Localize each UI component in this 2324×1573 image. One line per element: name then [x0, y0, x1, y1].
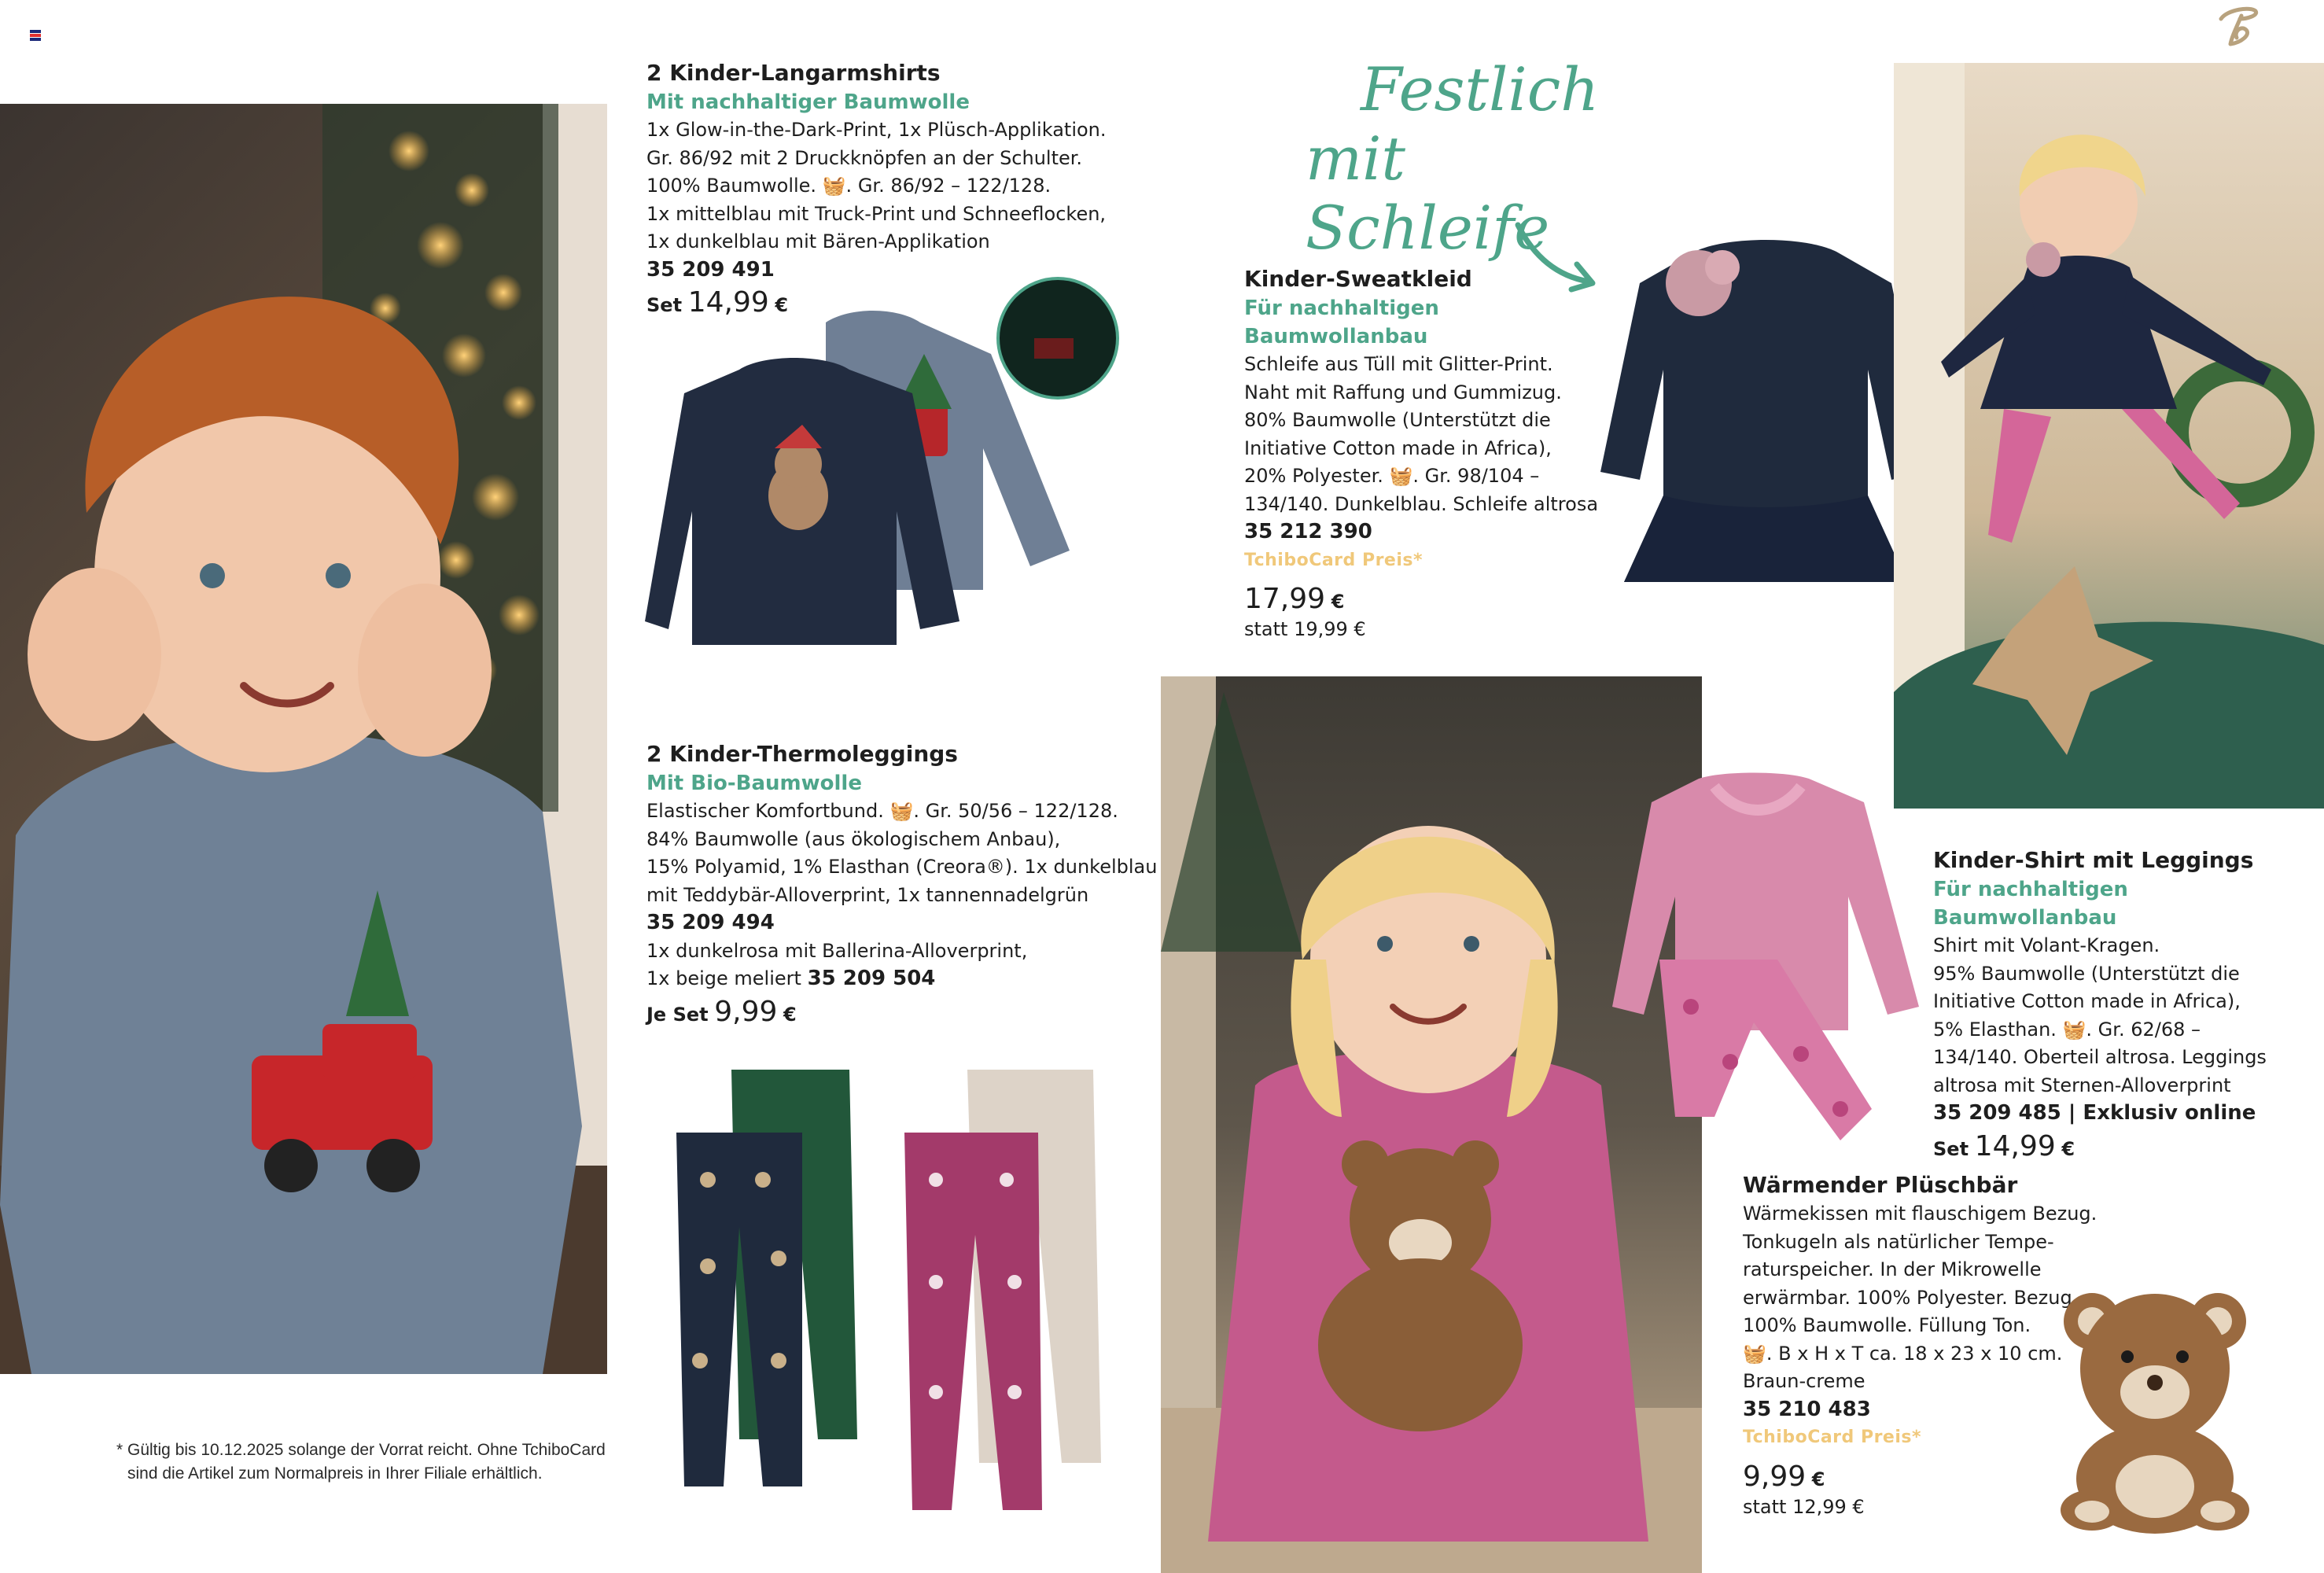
product-desc-line: 1x dunkelblau mit Bären-Applikation — [646, 230, 990, 252]
product-subtitle: Für nachhaltigen Baumwollanbau — [1933, 878, 2128, 930]
product-title: Kinder-Sweatkleid — [1244, 266, 1472, 292]
article-number: 35 209 485 | Exklusiv online — [1933, 1101, 2256, 1125]
shirt-leggings-product-image — [1612, 771, 1927, 1156]
product-desc-line: 84% Baumwolle (aus ökologischem Anbau), — [646, 827, 1061, 850]
footnote-line: sind die Artikel zum Normalpreis in Ihrer Filiale erhältlich. — [127, 1464, 543, 1483]
longsleeve-product-image — [645, 275, 1125, 653]
product-desc-line: Elastischer Komfortbund. 🧺. Gr. 50/56 – 122/128. — [646, 800, 1118, 822]
product-desc-line: 80% Baumwolle (Unterstützt die — [1244, 409, 1551, 431]
product-subtitle: Baumwollanbau — [1244, 325, 1428, 348]
price-value: 14,99 — [1974, 1129, 2056, 1162]
price-prefix: Je Set — [646, 1003, 709, 1026]
headline-line1: Festlich — [1361, 54, 1600, 124]
product-desc-line: Wärmekissen mit flauschigem Bezug. — [1743, 1203, 2097, 1225]
price-currency: € — [2061, 1137, 2075, 1160]
article-number: 35 210 483 — [1743, 1397, 1871, 1421]
footnote — [116, 1439, 620, 1486]
price-currency: € — [1331, 591, 1345, 613]
product-title: 2 Kinder-Thermoleggings — [646, 741, 958, 767]
product-desc-line: Braun-creme — [1743, 1370, 1865, 1392]
price-value: 14,99 — [687, 286, 769, 319]
footnote-line: * Gültig bis 10.12.2025 solange der Vorrat reicht. Ohne TchiboCard — [116, 1441, 606, 1459]
price-value: 9,99 — [1743, 1460, 1807, 1493]
product-dress — [1244, 264, 1614, 644]
product-desc-line: Initiative Cotton made in Africa), — [1244, 437, 1552, 459]
product-desc-line: Gr. 86/92 mit 2 Druckknöpfen an der Schulter. — [646, 146, 1083, 169]
price — [646, 995, 1142, 1030]
product-desc-line: mit Teddybär-Alloverprint, 1x tannennadelgrün — [646, 883, 1089, 906]
price — [1244, 585, 1614, 616]
girl-jumping-photo — [1894, 63, 2324, 809]
product-desc-line: 20% Polyester. 🧺. Gr. 98/104 – — [1244, 465, 1540, 487]
boy-photo — [0, 104, 607, 1374]
price-value: 17,99 — [1244, 583, 1326, 615]
product-desc-line: erwärmbar. 100% Polyester. Bezug — [1743, 1286, 2072, 1309]
price-value: 9,99 — [714, 995, 778, 1028]
product-desc-line: 15% Polyamid, 1% Elasthan (Creora®). 1x dunkelblau — [646, 856, 1158, 878]
product-desc-line: raturspeicher. In der Mikrowelle — [1743, 1258, 2042, 1280]
price-prefix: Set — [1933, 1137, 1969, 1160]
product-shirt-set — [1933, 845, 2311, 1163]
price-currency: € — [783, 1003, 797, 1026]
product-subtitle: Mit nachhaltiger Baumwolle — [646, 90, 970, 114]
product-desc-line — [646, 965, 1142, 993]
product-desc-line: 100% Baumwolle. 🧺. Gr. 86/92 – 122/128. — [646, 175, 1052, 197]
product-desc-line: 🧺. B x H x T ca. 18 x 23 x 10 cm. — [1743, 1342, 2063, 1365]
article-number: 35 209 491 — [646, 257, 775, 282]
dress-product-image — [1593, 236, 1939, 598]
product-desc-line: Tonkugeln als natürlicher Tempe- — [1743, 1230, 2054, 1253]
product-desc-line: Naht mit Raffung und Gummizug. — [1244, 381, 1562, 403]
product-desc-line: altrosa mit Sternen-Alloverprint — [1933, 1074, 2231, 1096]
product-desc-line: 1x Glow-in-the-Dark-Print, 1x Plüsch-Applikation. — [646, 119, 1107, 141]
product-title: Wärmender Plüschbär — [1743, 1172, 2018, 1198]
product-desc-line: 5% Elasthan. 🧺. Gr. 62/68 – — [1933, 1018, 2201, 1041]
product-desc-line: Schleife aus Tüll mit Glitter-Print. — [1244, 353, 1553, 375]
product-desc-line: 95% Baumwolle (Unterstützt die — [1933, 962, 2240, 985]
tchibocard-label: TchiboCard Preis* — [1743, 1427, 1921, 1447]
price-currency: € — [775, 294, 789, 316]
product-subtitle: Für nachhaltigen — [1244, 297, 1439, 320]
old-price: statt 19,99 € — [1244, 618, 1366, 640]
flag-icon — [30, 30, 41, 41]
product-desc-line: 1x dunkelrosa mit Ballerina-Alloverprint, — [646, 939, 1028, 962]
article-number: 35 209 494 — [646, 911, 775, 934]
old-price: statt 12,99 € — [1743, 1495, 1865, 1518]
price-currency: € — [1811, 1468, 1825, 1490]
article-number: 35 212 390 — [1244, 520, 1372, 543]
product-desc-line: Shirt mit Volant-Kragen. — [1933, 934, 2160, 956]
product-leggings — [646, 739, 1158, 1029]
product-desc-text: 1x beige meliert — [646, 967, 801, 989]
product-title: Kinder-Shirt mit Leggings — [1933, 847, 2254, 873]
tchibo-logo-icon — [2210, 0, 2265, 55]
product-desc-line: Initiative Cotton made in Africa), — [1933, 990, 2241, 1012]
product-desc-line: 100% Baumwolle. Füllung Ton. — [1743, 1314, 2031, 1336]
product-desc-line: 1x mittelblau mit Truck-Print und Schneeflocken, — [646, 202, 1107, 225]
tchibocard-label: TchiboCard Preis* — [1244, 550, 1423, 570]
headline-line2: mit Schleife — [1306, 123, 1550, 263]
product-subtitle: Mit Bio-Baumwolle — [646, 772, 862, 795]
price — [1933, 1129, 2311, 1164]
product-desc-line: 134/140. Oberteil altrosa. Leggings — [1933, 1046, 2267, 1068]
price-prefix: Set — [646, 294, 683, 316]
article-number: 35 209 504 — [807, 967, 936, 990]
leggings-product-image — [661, 1062, 1109, 1518]
product-title: 2 Kinder-Langarmshirts — [646, 60, 941, 86]
teddy-bear-product-image — [2037, 1282, 2273, 1534]
headline — [1306, 54, 1659, 263]
product-desc-line: 134/140. Dunkelblau. Schleife altrosa — [1244, 492, 1599, 515]
